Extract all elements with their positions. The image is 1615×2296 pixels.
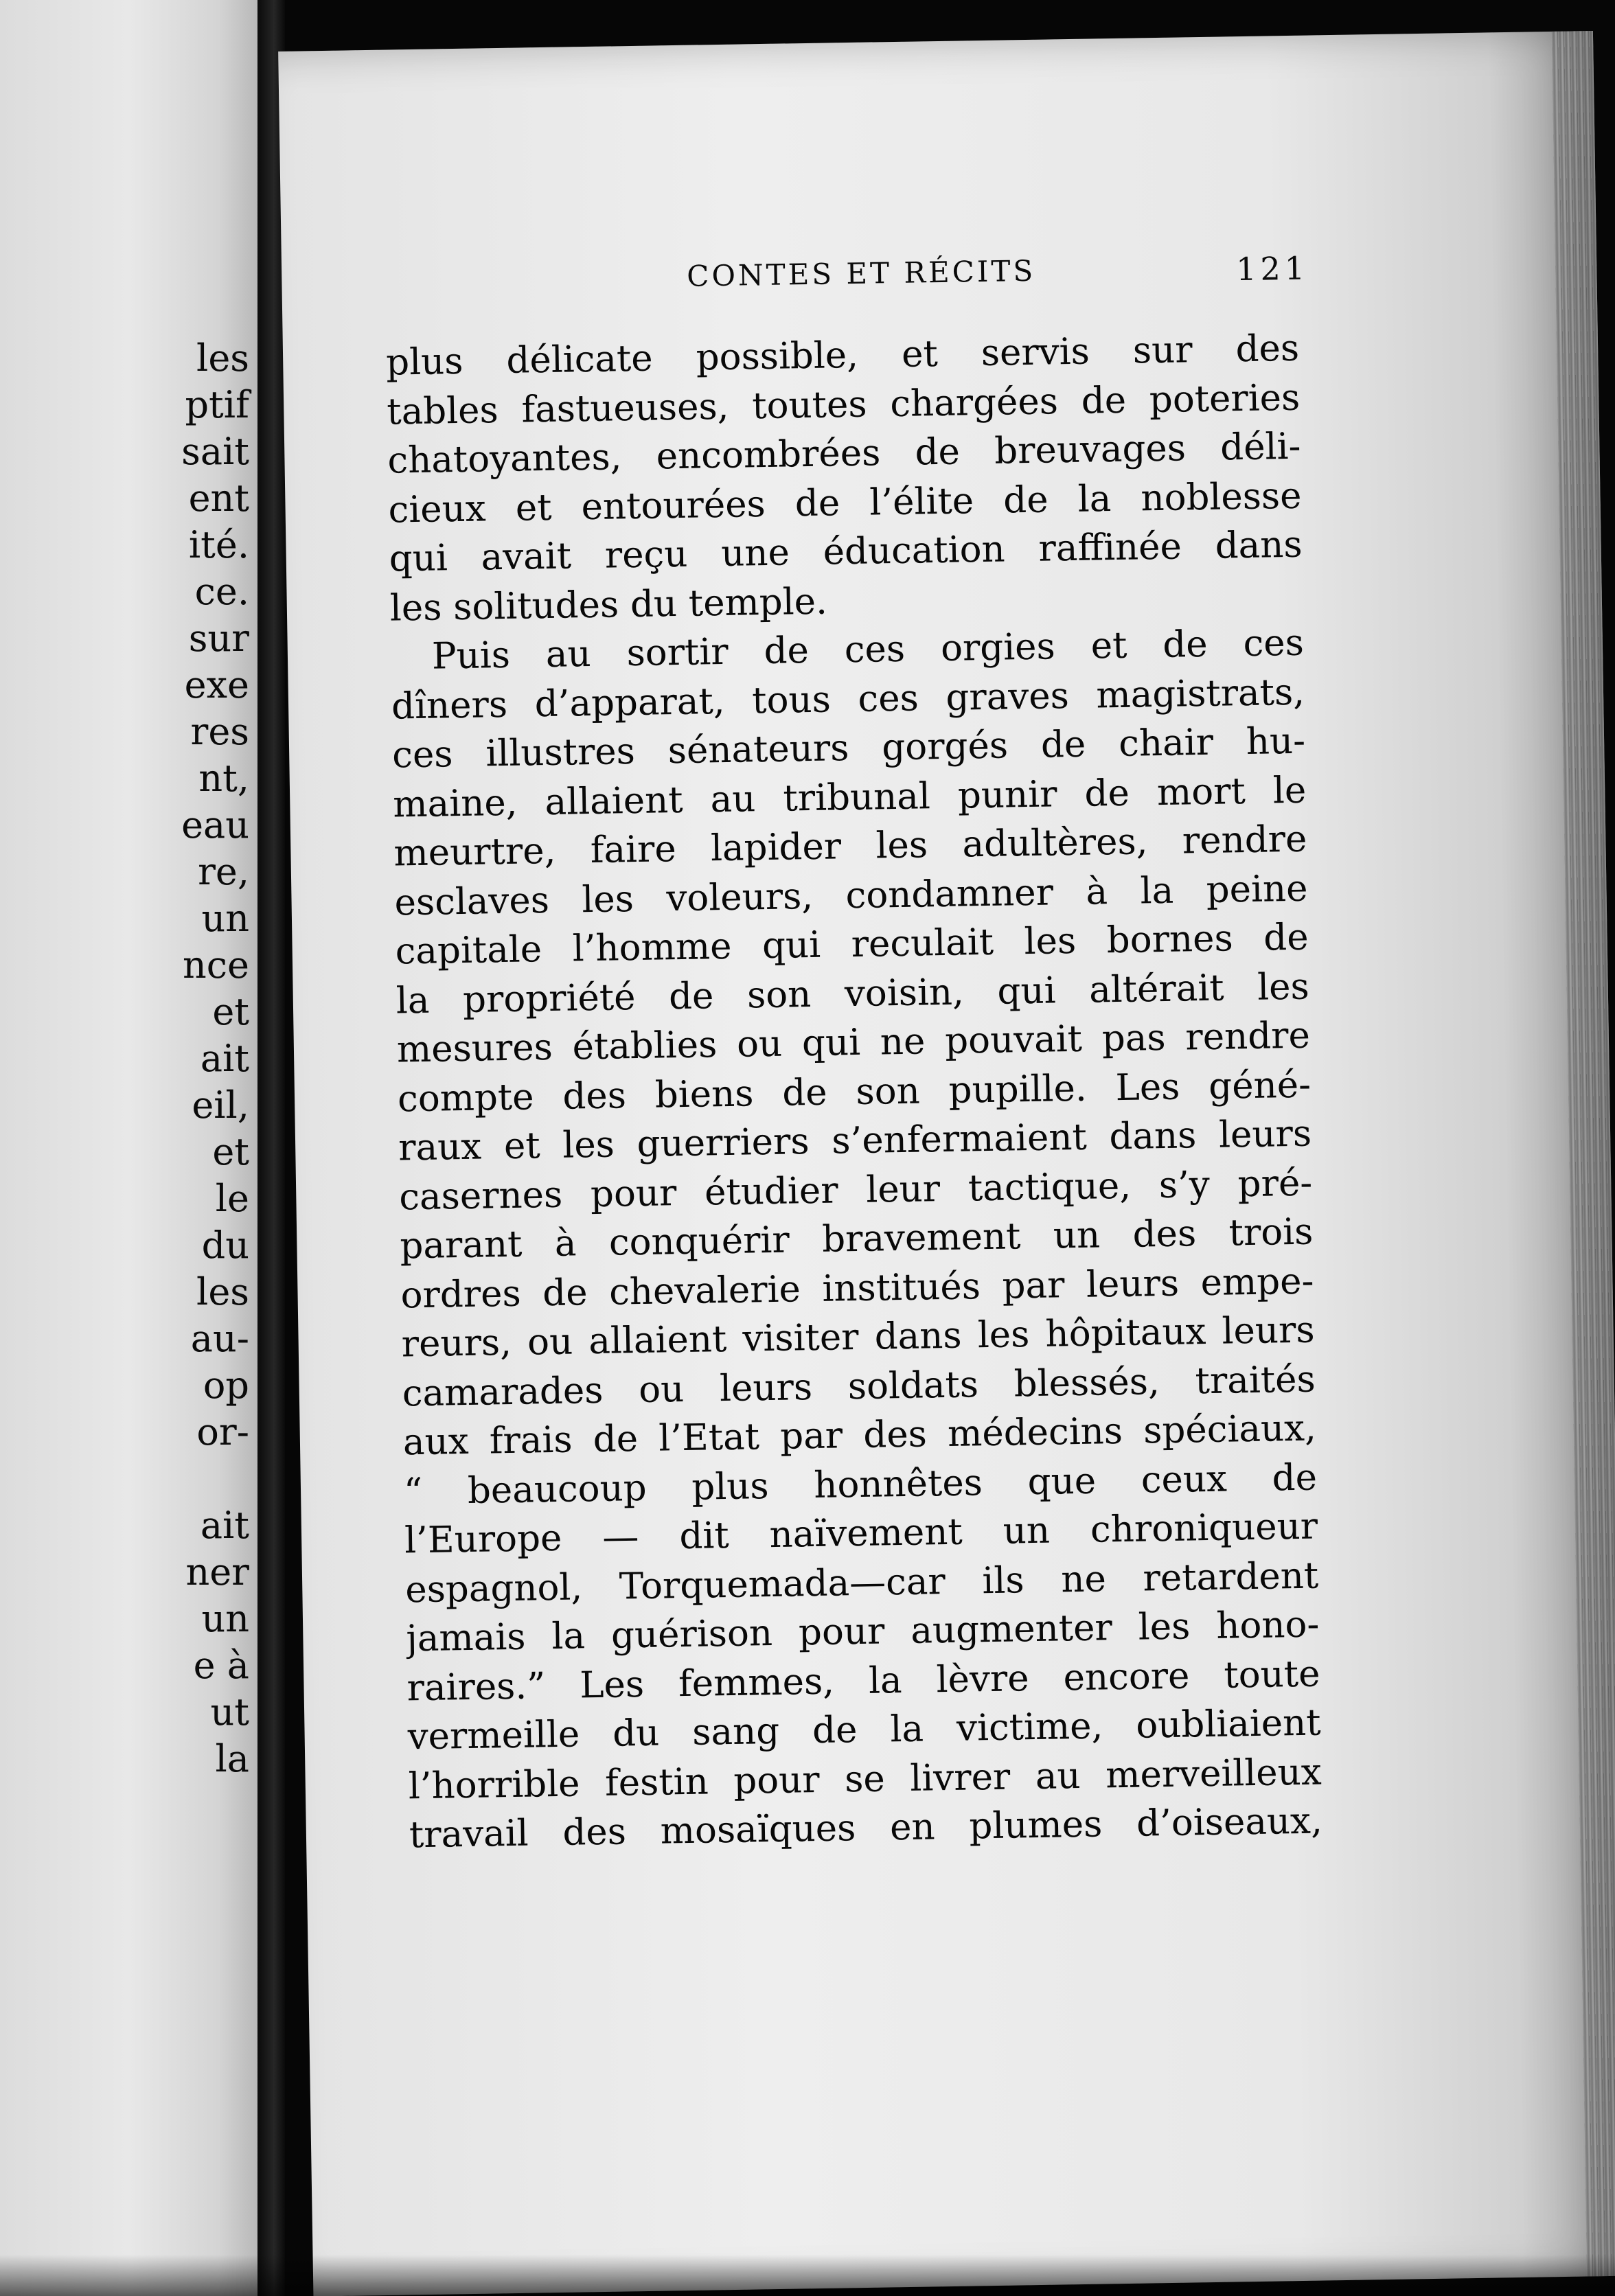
left-line-fragment: sait	[181, 430, 249, 473]
text-line: tables fastueuses, toutes chargées de poteries	[386, 376, 1301, 433]
left-line-fragment: e à	[193, 1644, 249, 1687]
left-line-fragment: op	[203, 1364, 249, 1407]
left-facing-page	[0, 0, 257, 2296]
running-title: CONTES ET RÉCITS	[686, 253, 1036, 293]
text-line: plus délicate possible, et servis sur des	[385, 327, 1300, 384]
bottom-shadow	[0, 2255, 1615, 2296]
left-line-fragment: du	[201, 1224, 249, 1267]
text-line: “ beaucoup plus honnêtes que ceux de	[403, 1456, 1318, 1513]
text-line: l’Europe — dit naïvement un chroniqueur	[404, 1505, 1318, 1562]
text-line: dîners d’apparat, tous ces graves magistrats,	[391, 671, 1305, 728]
left-line-fragment: et	[212, 990, 249, 1033]
left-line-fragment: exe	[184, 663, 249, 707]
text-line: raires.” Les femmes, la lèvre encore toute	[406, 1653, 1320, 1709]
left-line-fragment: ner	[185, 1550, 249, 1594]
text-line: mesures établies ou qui ne pouvait pas rendre	[396, 1014, 1311, 1071]
left-line-fragment	[167, 1456, 249, 1502]
page-number: 121	[1235, 249, 1309, 288]
left-line-fragment: re,	[198, 850, 249, 893]
left-line-fragment: ut	[210, 1690, 249, 1734]
left-line-fragment: eau	[181, 803, 249, 847]
body-text	[386, 324, 1323, 1860]
text-line: raux et les guerriers s’enfermaient dans leurs	[398, 1112, 1312, 1169]
text-line: reurs, ou allaient visiter dans les hôpitaux leurs	[401, 1309, 1316, 1366]
text-line: aux frais de l’Etat par des médecins spéciaux,	[402, 1407, 1317, 1464]
page-stack-edges	[1552, 31, 1615, 2277]
text-line: travail des mosaïques en plumes d’oiseaux,	[409, 1800, 1323, 1857]
left-page-text-fragments	[167, 335, 249, 1782]
left-line-fragment: res	[190, 710, 249, 753]
text-line: la propriété de son voisin, qui altérait les	[396, 965, 1310, 1022]
text-line: meurtre, faire lapider les adultères, rendre	[393, 818, 1307, 875]
text-line: les solitudes du temple.	[389, 580, 828, 630]
left-line-fragment: ait	[200, 1504, 249, 1547]
text-line: capitale l’homme qui reculait les bornes de	[395, 916, 1309, 973]
left-line-fragment: et	[212, 1130, 249, 1173]
text-line: jamais la guérison pour augmenter les hono-	[405, 1603, 1320, 1660]
left-line-fragment: un	[201, 897, 249, 940]
left-line-fragment: nce	[183, 943, 249, 987]
left-line-fragment: les	[196, 1270, 249, 1313]
left-line-fragment: sur	[188, 617, 249, 660]
text-line: cieux et entourées de l’élite de la noblesse	[388, 474, 1302, 531]
left-line-fragment: le	[215, 1177, 249, 1220]
text-line: ordres de chevalerie institués par leurs empe-	[400, 1260, 1314, 1316]
text-line: ces illustres sénateurs gorgés de chair hu-	[391, 720, 1306, 777]
left-line-fragment: les	[196, 336, 249, 380]
running-header	[282, 245, 1597, 314]
text-line: esclaves les voleurs, condamner à la peine	[394, 867, 1308, 924]
text-line: l’horrible festin pour se livrer au merveilleux	[408, 1750, 1322, 1807]
text-line: espagnol, Torquemada—car ils ne retardent	[404, 1554, 1319, 1611]
text-line: camarades ou leurs soldats blessés, traités	[402, 1358, 1316, 1414]
left-line-fragment: or-	[196, 1410, 249, 1454]
left-line-fragment: ce.	[194, 570, 249, 613]
text-line: maine, allaient au tribunal punir de mort le	[392, 769, 1307, 826]
left-line-fragment: ait	[200, 1037, 249, 1080]
text-line: qui avait reçu une éducation raffinée dans	[389, 523, 1303, 580]
left-line-fragment: la	[215, 1737, 249, 1780]
text-line: compte des biens de son pupille. Les géné-	[397, 1064, 1312, 1120]
left-line-fragment: ptif	[185, 383, 249, 426]
left-line-fragment: eil,	[192, 1083, 249, 1127]
text-line: vermeille du sang de la victime, oubliaient	[407, 1701, 1322, 1758]
text-line: chatoyantes, encombrées de breuvages déli-	[387, 425, 1301, 482]
left-line-fragment: ité.	[188, 523, 249, 566]
left-line-fragment: au-	[190, 1317, 249, 1360]
book-gutter	[257, 0, 285, 2296]
left-line-fragment: un	[201, 1597, 249, 1640]
text-line: casernes pour étudier leur tactique, s’y pré-	[398, 1162, 1313, 1218]
text-line: parant à conquérir bravement un des trois	[399, 1210, 1314, 1267]
text-line: Puis au sortir de ces orgies et de ces	[431, 621, 1305, 678]
left-line-fragment: ent	[188, 477, 249, 520]
main-page	[278, 31, 1615, 2296]
left-line-fragment: nt,	[198, 757, 249, 800]
